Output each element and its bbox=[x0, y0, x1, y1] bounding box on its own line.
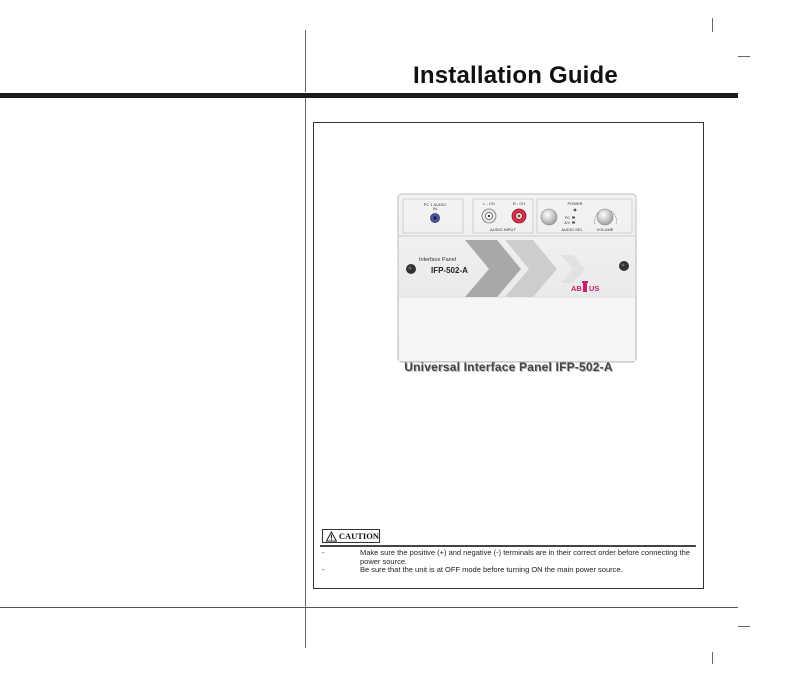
volume-label: VOLUME bbox=[596, 227, 614, 232]
pc-mode-label: PC bbox=[565, 216, 570, 220]
r-ch-label: R - CH bbox=[512, 201, 526, 206]
bottom-rule bbox=[0, 607, 738, 608]
brand-logo-mark-icon bbox=[583, 283, 587, 292]
av-led-icon bbox=[572, 222, 575, 224]
caution-rule bbox=[320, 545, 696, 547]
audio-sel-button-icon bbox=[541, 209, 557, 225]
power-led-icon bbox=[574, 209, 577, 212]
audio-input-label: AUDIO INPUT bbox=[490, 227, 516, 232]
interface-panel-label: Interface Panel bbox=[419, 257, 456, 263]
av-mode-label: A/V bbox=[564, 221, 570, 225]
note-text: Be sure that the unit is at OFF mode before turning ON the main power source. bbox=[360, 565, 623, 575]
volume-knob-icon bbox=[597, 209, 613, 225]
caution-label: CAUTION bbox=[338, 531, 379, 541]
power-label: POWER bbox=[567, 201, 583, 206]
crop-mark-right-lower bbox=[738, 626, 750, 627]
l-ch-label: L - CH bbox=[483, 201, 495, 206]
crop-mark-bottom-right bbox=[712, 652, 713, 664]
page-title: Installation Guide bbox=[413, 62, 618, 89]
header-bar bbox=[0, 93, 738, 98]
device-illustration bbox=[397, 193, 637, 367]
device-bottom-strip bbox=[399, 297, 635, 361]
caution-note bbox=[322, 566, 696, 575]
crop-mark-right-upper bbox=[738, 56, 750, 57]
pc-audio-sub-label: IN bbox=[433, 206, 437, 211]
fold-line-middle bbox=[305, 98, 306, 608]
fold-line-bottom bbox=[305, 608, 306, 648]
caution-note bbox=[322, 549, 696, 566]
caution-notes bbox=[322, 549, 696, 575]
note-bullet: - bbox=[322, 548, 325, 557]
note-bullet: - bbox=[322, 565, 325, 575]
note-text: Make sure the positive (+) and negative (-) terminals are in their correct order before connecting the power source. bbox=[360, 548, 690, 566]
brand-logo-us: US bbox=[589, 284, 600, 293]
audio-sel-label: AUDIO SEL bbox=[561, 227, 583, 232]
figure-caption: Universal Interface Panel IFP-502-A bbox=[404, 360, 613, 374]
pc-led-icon bbox=[572, 217, 575, 219]
fold-line-top bbox=[305, 30, 306, 92]
crop-mark-top-right bbox=[712, 18, 713, 32]
caution-box bbox=[322, 529, 380, 543]
pc-audio-label: PC 1 AUDIO bbox=[423, 202, 447, 207]
brand-logo-ab: AB bbox=[571, 284, 582, 293]
model-label: IFP-502-A bbox=[431, 266, 468, 275]
warning-icon bbox=[326, 531, 337, 542]
